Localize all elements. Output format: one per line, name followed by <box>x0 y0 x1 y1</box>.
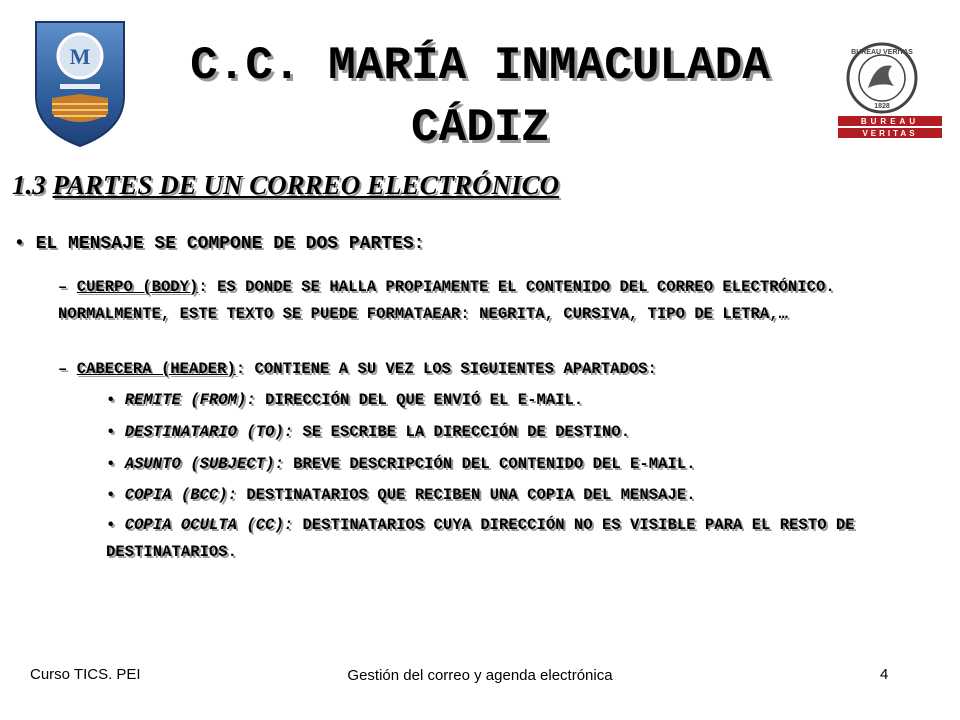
sub-item-header: – CABECERA (HEADER): CONTIENE A SU VEZ LOS SIGUIENTES APARTADOS: <box>58 360 657 378</box>
list-item: • REMITE (FROM): DIRECCIÓN DEL QUE ENVIÓ EL E-MAIL. <box>106 391 584 409</box>
page-title-line-1: C.C. MARÍA INMACULADA <box>190 40 770 92</box>
svg-text:1828: 1828 <box>874 103 890 110</box>
svg-text:BUREAU VERITAS: BUREAU VERITAS <box>851 49 913 56</box>
item-text: DESTINATARIOS CUYA DIRECCIÓN NO ES VISIBLE PARA EL RESTO DE DESTINATARIOS. <box>106 516 855 561</box>
item-text: BREVE DESCRIPCIÓN DEL CONTENIDO DEL E-MAIL. <box>283 455 696 473</box>
main-bullet: • EL MENSAJE SE COMPONE DE DOS PARTES: <box>14 234 425 254</box>
item-term: COPIA OCULTA (CC): <box>124 516 294 534</box>
item-term: ASUNTO (SUBJECT): <box>124 455 284 473</box>
svg-text:M: M <box>69 44 91 69</box>
footer-page-number: 4 <box>880 666 889 683</box>
sub-item-body: – CUERPO (BODY): ES DONDE SE HALLA PROPIAMENTE EL CONTENIDO DEL CORREO ELECTRÓNICO. NORMALMENTE, ESTE TEXTO SE PUEDE FORMATAEAR: NEGRITA, CURSIVA, TIPO DE LETRA,… <box>58 278 835 323</box>
item-text: DESTINATARIOS QUE RECIBEN UNA COPIA DEL MENSAJE. <box>237 486 696 504</box>
list-item: • ASUNTO (SUBJECT): BREVE DESCRIPCIÓN DEL CONTENIDO DEL E-MAIL. <box>106 455 696 473</box>
bureau-veritas-logo <box>836 40 944 140</box>
header-term: CABECERA (HEADER) <box>76 360 236 378</box>
body-term: CUERPO (BODY) <box>76 278 199 296</box>
header-text: : CONTIENE A SU VEZ LOS SIGUIENTES APARTADOS: <box>235 360 657 378</box>
item-text: DIRECCIÓN DEL QUE ENVIÓ EL E-MAIL. <box>255 391 584 409</box>
list-item: • COPIA OCULTA (CC): DESTINATARIOS CUYA DIRECCIÓN NO ES VISIBLE PARA EL RESTO DE DESTINATARIOS. <box>106 516 855 561</box>
footer-topic: Gestión del correo y agenda electrónica <box>347 667 613 684</box>
svg-text:BUREAU: BUREAU <box>860 117 920 126</box>
list-item: • COPIA (BCC): DESTINATARIOS QUE RECIBEN UNA COPIA DEL MENSAJE. <box>106 486 696 504</box>
item-term: REMITE (FROM): <box>124 391 256 409</box>
item-term: COPIA (BCC): <box>124 486 238 504</box>
svg-text:VERITAS: VERITAS <box>862 129 918 138</box>
page-title-line-2: CÁDIZ <box>410 102 550 154</box>
item-text: SE ESCRIBE LA DIRECCIÓN DE DESTINO. <box>293 423 631 441</box>
main-bullet-text: EL MENSAJE SE COMPONE DE DOS PARTES: <box>35 234 425 254</box>
footer-course: Curso TICS. PEI <box>30 666 141 683</box>
section-title: PARTES DE UN CORREO ELECTRÓNICO <box>52 170 560 200</box>
section-number: 1.3 <box>12 170 46 200</box>
section-heading <box>12 170 559 201</box>
item-term: DESTINATARIO (TO): <box>124 423 294 441</box>
list-item: • DESTINATARIO (TO): SE ESCRIBE LA DIRECCIÓN DE DESTINO. <box>106 423 631 441</box>
body-text: : ES DONDE SE HALLA PROPIAMENTE EL CONTENIDO DEL CORREO ELECTRÓNICO. NORMALMENTE, ESTE TEXTO SE PUEDE FORMATAEAR: NEGRITA, CURSIVA, TIPO DE LETRA,… <box>58 278 835 323</box>
